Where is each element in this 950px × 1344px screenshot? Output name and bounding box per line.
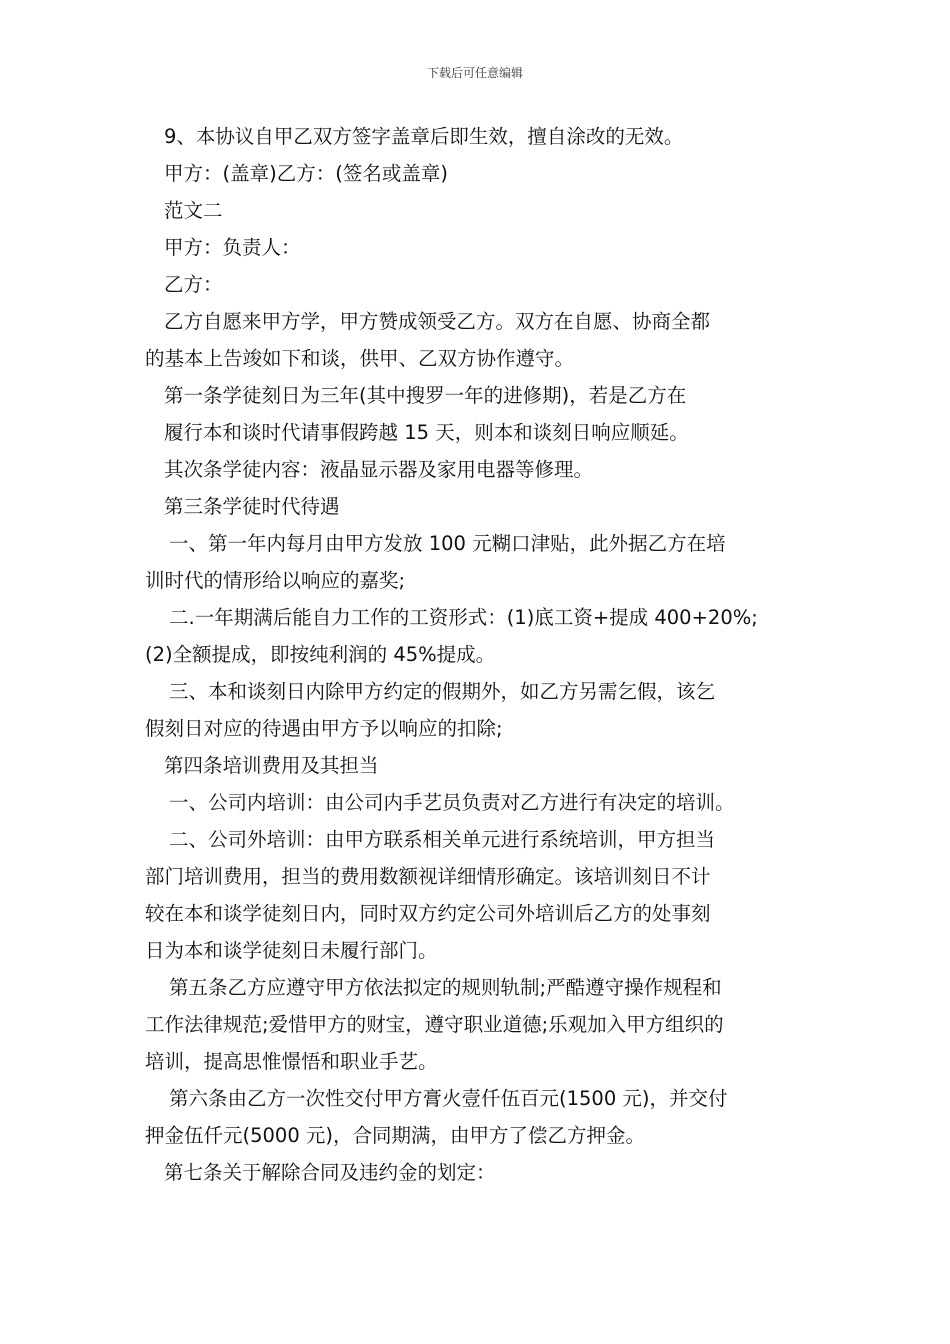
text-line: 履行本和谈时代请事假跨越 15 天，则本和谈刻日响应顺延。 xyxy=(164,421,689,444)
article-3-item-1 xyxy=(145,525,810,599)
text-line: 押金伍仟元(5000 元)，合同期满，由甲方了偿乙方押金。 xyxy=(145,1124,646,1147)
party-b-line: 乙方： xyxy=(164,273,223,296)
article-6-paragraph xyxy=(145,1080,810,1154)
text-line: 训时代的情形给以响应的嘉奖; xyxy=(145,569,406,592)
text-line: (2)全额提成，即按纯利润的 45%提成。 xyxy=(145,643,496,666)
article-3-item-3 xyxy=(145,673,810,747)
text-line: 三、本和谈刻日内除甲方约定的假期外，如乙方另需乞假，该乞 xyxy=(169,680,716,703)
intro-paragraph xyxy=(145,303,810,377)
text-line: 第一条学徒刻日为三年(其中搜罗一年的进修期)，若是乙方在 xyxy=(164,384,687,407)
article-4-item-1: 一、公司内培训：由公司内手艺员负责对乙方进行有决定的培训。 xyxy=(169,791,735,814)
article-4-item-2 xyxy=(145,821,810,969)
article-3-heading: 第三条学徒时代待遇 xyxy=(164,495,340,518)
article-1-paragraph xyxy=(145,377,810,451)
text-line: 二、公司外培训：由甲方联系相关单元进行系统培训，甲方担当 xyxy=(169,828,716,851)
article-4-heading: 第四条培训费用及其担当 xyxy=(164,754,379,777)
text-line: 乙方自愿来甲方学，甲方赞成领受乙方。双方在自愿、协商全都 xyxy=(164,310,711,333)
text-line: 部门培训费用，担当的费用数额视详细情形确定。该培训刻日不计 xyxy=(145,865,711,888)
article-3-item-2 xyxy=(145,599,810,673)
text-line: 日为本和谈学徒刻日未履行部门。 xyxy=(145,939,438,962)
text-line: 培训，提高思惟憬悟和职业手艺。 xyxy=(145,1050,438,1073)
document-body xyxy=(145,118,810,1191)
text-line: 一、第一年内每月由甲方发放 100 元糊口津贴，此外据乙方在培 xyxy=(169,532,726,555)
text-line: 二.一年期满后能自力工作的工资形式：(1)底工资+提成 400+20%; xyxy=(169,606,758,629)
text-line: 第六条由乙方一次性交付甲方膏火壹仟伍百元(1500 元)，并交付 xyxy=(169,1087,728,1110)
party-a-line: 甲方：负责人： xyxy=(164,236,301,259)
signature-line-1: 甲方：(盖章)乙方：(签名或盖章) xyxy=(164,162,448,185)
clause-9-line: 9、本协议自甲乙双方签字盖章后即生效，擅自涂改的无效。 xyxy=(164,125,684,148)
text-line: 的基本上告竣如下和谈，供甲、乙双方协作遵守。 xyxy=(145,347,575,370)
article-7-heading: 第七条关于解除合同及违约金的划定： xyxy=(164,1161,496,1184)
text-line: 较在本和谈学徒刻日内，同时双方约定公司外培训后乙方的处事刻 xyxy=(145,902,711,925)
article-5-paragraph xyxy=(145,969,810,1080)
page-header: 下载后可任意编辑 xyxy=(426,66,523,80)
text-line: 工作法律规范;爱惜甲方的财宝，遵守职业道德;乐观加入甲方组织的 xyxy=(145,1013,724,1036)
sample-two-heading: 范文二 xyxy=(164,199,223,222)
text-line: 第五条乙方应遵守甲方依法拟定的规则轨制;严酷遵守操作规程和 xyxy=(169,976,722,999)
article-2-line: 其次条学徒内容：液晶显示器及家用电器等修理。 xyxy=(164,458,594,481)
text-line: 假刻日对应的待遇由甲方予以响应的扣除; xyxy=(145,717,503,740)
